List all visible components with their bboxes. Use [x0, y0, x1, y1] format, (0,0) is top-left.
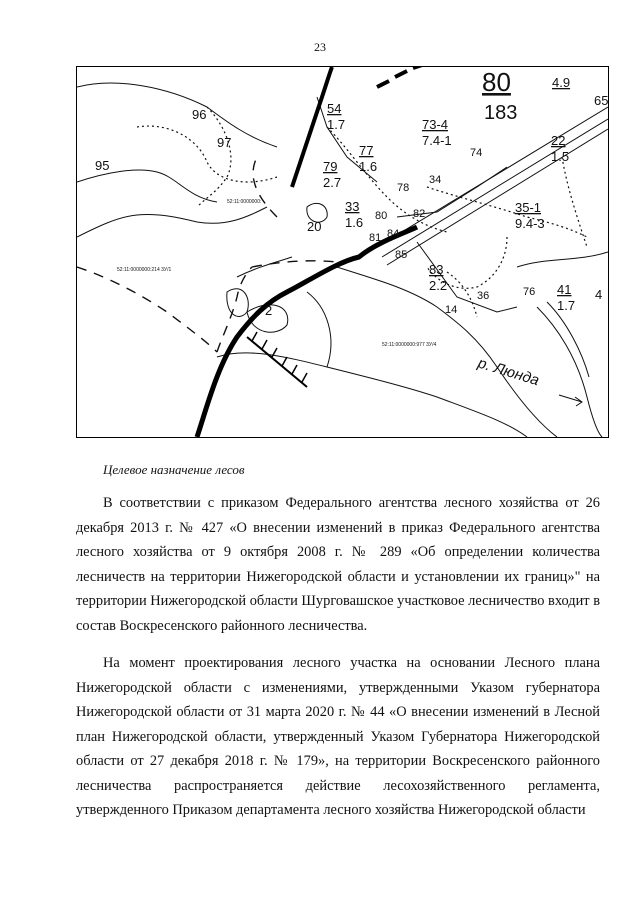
parcel-label: 74 [470, 147, 483, 159]
parcel-label: 7.4-1 [422, 133, 452, 148]
body-paragraph: В соответствии с приказом Федерального агентства лесного хозяйства от 26 декабря 2013 г. № 427 «О внесении изменений в приказ Федерального агентства лесного хозяйства от 9 октября 2008 г. № 289 «Об определении количества лесничеств на территории Нижегородской области и установлении их границ»" на территории Нижегородской области Шурговашское участковое лесничество входит в состав Воскресенского районного лесничества. [76, 495, 600, 634]
parcel-label: 65 [594, 93, 608, 108]
dotted-boundary [137, 126, 277, 182]
body-paragraph: На момент проектирования лесного участка на основании Лесного плана Нижегородской области с изменениями, утвержденными Указом губернатора Нижегородской области от 31 марта 2020 г. № 44 «О внесении изменений в Лесной план Нижегородской области, утвержденный Указом Губернатора Нижегородской области от 27 декабря 2018 г. № 179», на территории Воскресенского районного лесничества распространяется действие лесохозяйственного регламента, утвержденного Приказом департамента лесного хозяйства Нижегородской области [76, 655, 600, 818]
parcel-label: 80 [482, 67, 511, 97]
parcel-label: 1.5 [551, 149, 570, 164]
parcel-label: 84 [387, 228, 400, 240]
contour-line [77, 83, 277, 147]
river-label: р. Люнда [475, 354, 542, 390]
cadastral-label: 52:11:0000000:977 3У/4 [382, 342, 437, 348]
parcel-label: 78 [397, 182, 410, 194]
parcel-label: 80 [375, 210, 388, 222]
cadastral-label: 52:11:0000000: [227, 199, 262, 205]
parcel-label: 95 [95, 158, 110, 173]
parcel-label: 81 [369, 232, 382, 244]
parcel-label: 77 [359, 143, 374, 158]
contour-line [307, 292, 331, 367]
parcel-label: 35-1 [515, 200, 542, 215]
parcel-label: 82 [413, 208, 426, 220]
parcel-label: 96 [192, 107, 207, 122]
parcel-label: 85 [395, 249, 408, 261]
parcel-label: 76 [523, 286, 536, 298]
parcel-label: 2 [265, 303, 273, 318]
parcel-label: 4 [595, 287, 603, 302]
hatched-line [247, 337, 307, 387]
parcel-label: 73-4 [422, 117, 449, 132]
forest-map [76, 66, 609, 438]
cadastral-label: 52:11:0000000:214 3У/1 [117, 267, 172, 273]
parcel-label: 33 [345, 199, 360, 214]
parcel-label: 4.9 [552, 75, 571, 90]
parcel-label: 1.6 [359, 159, 378, 174]
contour-line [77, 170, 217, 202]
parcel-label: 34 [429, 174, 442, 186]
river-arrow [559, 395, 582, 406]
parcel-label: 22 [551, 133, 566, 148]
parcel-label: 41 [557, 282, 572, 297]
parcel-label: 54 [327, 101, 342, 116]
parcel-label: 2.2 [429, 278, 448, 293]
dotted-boundary [427, 187, 587, 237]
contour-line [77, 207, 267, 237]
hatch-ticks [252, 332, 307, 382]
road-line [382, 119, 608, 257]
parcel-label: 83 [429, 262, 444, 277]
page-number: 23 [314, 40, 326, 54]
dashed-boundary [77, 267, 217, 352]
forest-map-drawing [77, 67, 608, 437]
parcel-label: 20 [307, 219, 322, 234]
parcel-label: 2.7 [323, 175, 342, 190]
contour-line [547, 302, 589, 377]
parcel-label: 1.6 [345, 215, 364, 230]
parcel-label: 79 [323, 159, 338, 174]
parcel-label: 183 [484, 102, 518, 124]
parcel-label: 1.7 [557, 298, 576, 313]
section-heading: Целевое назначение лесов [103, 462, 245, 477]
parcel-label: 97 [217, 135, 232, 150]
quarter-line [417, 242, 517, 312]
dotted-boundary [562, 157, 587, 247]
parcel-label: 14 [445, 304, 458, 316]
parcel-label: 36 [477, 290, 490, 302]
parcel-label: 9.4-3 [515, 216, 545, 231]
road-line [387, 129, 608, 265]
contour-line [237, 257, 292, 277]
contour-line [537, 307, 602, 437]
dotted-boundary [197, 107, 231, 207]
contour-line [517, 252, 608, 267]
main-route-line [197, 227, 417, 437]
parcel-label: 1.7 [327, 117, 346, 132]
top-boundary-marks [377, 67, 422, 87]
